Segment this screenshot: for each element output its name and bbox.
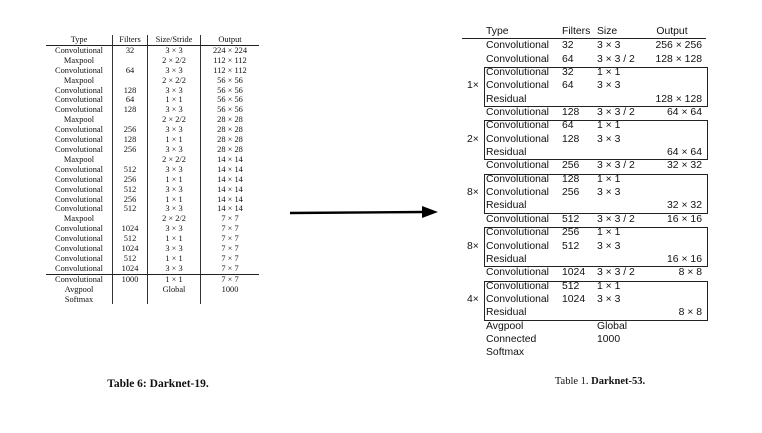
- table-row: [46, 214, 259, 224]
- cell-size-stride: 2 × 2/2: [148, 56, 201, 66]
- caption-name: Darknet-19.: [149, 378, 209, 390]
- cell-filters: 64: [113, 95, 148, 105]
- table-row: [46, 165, 259, 175]
- darknet53-caption: [500, 376, 700, 387]
- cell-size-stride: 3 × 3: [148, 66, 201, 76]
- cell-output: 28 × 28: [217, 135, 243, 145]
- caption-prefix: Table 1.: [554, 376, 592, 387]
- cell-type: Convolutional: [46, 66, 113, 76]
- cell-type: Convolutional: [46, 125, 113, 135]
- table-row: [46, 155, 259, 165]
- table-row: [46, 295, 259, 305]
- cell-filters: 32: [562, 67, 574, 79]
- cell-type: Convolutional: [486, 107, 549, 119]
- cell-output: 7 × 7: [221, 224, 239, 234]
- cell-size: 3 × 3 / 2: [597, 267, 635, 279]
- table-row: [46, 185, 259, 195]
- cell-filters: 256: [113, 175, 148, 185]
- cell-output: 1000: [221, 284, 239, 294]
- cell-output: 7 × 7: [221, 244, 239, 254]
- darknet53-table: [462, 25, 706, 360]
- table-row: [46, 45, 259, 55]
- cell-type: Convolutional: [46, 105, 113, 115]
- cell-size-stride: 3 × 3: [148, 125, 201, 135]
- caption-prefix: Table 6:: [107, 378, 150, 390]
- cell-type: Convolutional: [46, 95, 113, 105]
- cell-output: 64 × 64: [667, 147, 702, 159]
- cell-type: Convolutional: [486, 120, 549, 132]
- cell-filters: 64: [562, 80, 574, 92]
- table-row: [46, 195, 259, 205]
- cell-filters: 256: [562, 160, 580, 172]
- cell-type: Convolutional: [486, 267, 549, 279]
- cell-type: Convolutional: [486, 173, 549, 185]
- table-row: [46, 264, 259, 274]
- cell-type: Convolutional: [486, 240, 549, 252]
- cell-size-stride: 2 × 2/2: [148, 115, 201, 125]
- cell-size-stride: 2 × 2/2: [148, 155, 201, 165]
- cell-output: 128 × 128: [655, 93, 702, 105]
- cell-type: Convolutional: [46, 274, 113, 284]
- cell-size-stride: 3 × 3: [148, 145, 201, 155]
- cell-type: Connected: [486, 333, 537, 345]
- cell-output: 224 × 224: [212, 45, 248, 55]
- cell-output: 16 × 16: [667, 253, 702, 265]
- cell-output: 64 × 64: [667, 107, 702, 119]
- cell-type: Convolutional: [46, 86, 113, 96]
- cell-filters: [113, 214, 148, 224]
- table-row: [462, 39, 706, 52]
- cell-size-stride: 2 × 2/2: [148, 76, 201, 86]
- cell-filters: 128: [113, 86, 148, 96]
- table-row: [46, 285, 259, 295]
- cell-type: Convolutional: [486, 53, 549, 65]
- cell-size: 1 × 1: [597, 120, 621, 132]
- cell-size: 3 × 3 / 2: [597, 53, 635, 65]
- cell-output: 256 × 256: [655, 40, 702, 52]
- table-row: [46, 56, 259, 66]
- table-row: [46, 135, 259, 145]
- table-row: [462, 159, 706, 172]
- cell-size: 3 × 3 / 2: [597, 107, 635, 119]
- cell-type: Convolutional: [486, 80, 549, 92]
- cell-output: 7 × 7: [201, 274, 260, 284]
- cell-filters: [113, 56, 148, 66]
- cell-filters: 512: [113, 254, 148, 264]
- cell-size: 3 × 3: [597, 40, 621, 52]
- table-row: [46, 234, 259, 244]
- cell-filters: [113, 115, 148, 125]
- cell-type: Convolutional: [46, 254, 113, 264]
- cell-filters: 1000: [113, 274, 148, 284]
- header-filters: Filters: [562, 26, 591, 37]
- cell-type: Convolutional: [46, 45, 113, 55]
- cell-type: Maxpool: [46, 56, 113, 66]
- cell-type: Convolutional: [46, 165, 113, 175]
- cell-filters: 64: [562, 120, 574, 132]
- cell-output: 128 × 128: [655, 53, 702, 65]
- cell-size-stride: 1 × 1: [148, 195, 201, 205]
- cell-type: Convolutional: [486, 160, 549, 172]
- cell-filters: 1024: [113, 264, 148, 274]
- cell-output: 7 × 7: [221, 253, 239, 263]
- cell-type: Residual: [486, 307, 527, 319]
- cell-size-stride: 3 × 3: [148, 165, 201, 175]
- cell-output: 28 × 28: [217, 125, 243, 135]
- table-row: [46, 204, 259, 214]
- repeat-multiplier: 1×: [467, 80, 479, 92]
- cell-filters: 128: [562, 107, 580, 119]
- cell-filters: 1024: [113, 244, 148, 254]
- cell-output: 28 × 28: [217, 115, 243, 125]
- cell-type: Convolutional: [486, 187, 549, 199]
- table-header-row: [462, 25, 706, 39]
- cell-filters: 256: [562, 227, 580, 239]
- cell-size-stride: 3 × 3: [148, 264, 201, 274]
- repeat-multiplier: 8×: [467, 240, 479, 252]
- cell-type: Residual: [486, 147, 527, 159]
- cell-type: Avgpool: [486, 320, 524, 332]
- cell-type: Convolutional: [486, 133, 549, 145]
- residual-block-frame: [484, 67, 708, 107]
- cell-output: 7 × 7: [221, 214, 239, 224]
- cell-filters: 1024: [113, 224, 148, 234]
- cell-filters: 64: [562, 53, 574, 65]
- cell-size-stride: 1 × 1: [148, 274, 201, 284]
- cell-size: 3 × 3 / 2: [597, 213, 635, 225]
- cell-output: 56 × 56: [217, 95, 243, 105]
- header-size-stride: Size/Stride: [148, 35, 201, 45]
- cell-size: 1 × 1: [597, 173, 621, 185]
- cell-filters: 256: [113, 125, 148, 135]
- cell-filters: 256: [113, 195, 148, 205]
- cell-filters: 128: [113, 135, 148, 145]
- cell-filters: 1024: [562, 267, 586, 279]
- table-row: [462, 213, 706, 226]
- repeat-multiplier: 4×: [467, 293, 479, 305]
- cell-type: Convolutional: [486, 40, 549, 52]
- cell-output: 28 × 28: [217, 144, 243, 154]
- cell-filters: 512: [562, 213, 580, 225]
- residual-block-frame: [484, 227, 708, 267]
- cell-size-stride: 3 × 3: [148, 45, 201, 55]
- cell-filters: [113, 285, 148, 295]
- cell-size-stride: 1 × 1: [148, 95, 201, 105]
- cell-type: Convolutional: [486, 280, 549, 292]
- table-row: [462, 106, 706, 119]
- cell-type: Maxpool: [46, 115, 113, 125]
- cell-output: [201, 295, 260, 305]
- header-filters: Filters: [113, 35, 148, 45]
- cell-type: Convolutional: [46, 264, 113, 274]
- cell-type: Softmax: [486, 347, 525, 359]
- cell-filters: 512: [562, 240, 580, 252]
- cell-output: 8 × 8: [678, 267, 702, 279]
- cell-output: 14 × 14: [217, 154, 243, 164]
- cell-type: Convolutional: [46, 195, 113, 205]
- cell-filters: 256: [113, 145, 148, 155]
- cell-size-stride: 3 × 3: [148, 185, 201, 195]
- cell-size-stride: 1 × 1: [148, 234, 201, 244]
- cell-type: Avgpool: [46, 285, 113, 295]
- cell-type: Residual: [486, 200, 527, 212]
- cell-output: 14 × 14: [217, 194, 243, 204]
- cell-type: Convolutional: [46, 224, 113, 234]
- cell-type: Maxpool: [46, 214, 113, 224]
- darknet53-table-body: [462, 39, 706, 359]
- cell-size-stride: 1 × 1: [148, 254, 201, 264]
- cell-size-stride: 3 × 3: [148, 244, 201, 254]
- cell-output: 16 × 16: [667, 213, 702, 225]
- right-arrow-icon: [288, 203, 440, 221]
- cell-type: Residual: [486, 253, 527, 265]
- cell-size: 3 × 3: [597, 187, 621, 199]
- table-row: [462, 346, 706, 359]
- cell-size-stride: [148, 295, 201, 305]
- darknet19-caption: [0, 378, 316, 390]
- cell-output: 56 × 56: [217, 85, 243, 95]
- table-row: [46, 244, 259, 254]
- cell-filters: 512: [113, 165, 148, 175]
- table-header-row: [46, 35, 259, 45]
- cell-type: Convolutional: [46, 234, 113, 244]
- cell-filters: [113, 76, 148, 86]
- cell-size: 1 × 1: [597, 280, 621, 292]
- cell-filters: 128: [113, 105, 148, 115]
- header-type: Type: [486, 26, 509, 37]
- cell-size: Global: [597, 320, 628, 332]
- cell-output: 7 × 7: [221, 263, 239, 273]
- cell-filters: 64: [113, 66, 148, 76]
- table-row: [46, 145, 259, 155]
- cell-size-stride: 1 × 1: [148, 135, 201, 145]
- table-row: [46, 175, 259, 185]
- header-type: Type: [46, 35, 113, 45]
- cell-filters: [113, 295, 148, 305]
- table-row: [462, 53, 706, 66]
- cell-filters: 1024: [562, 293, 586, 305]
- table-row: [46, 95, 259, 105]
- cell-size-stride: 3 × 3: [148, 105, 201, 115]
- table-row: [46, 115, 259, 125]
- cell-output: 8 × 8: [678, 307, 702, 319]
- cell-output: 112 × 112: [213, 55, 247, 65]
- table-row: [46, 86, 259, 96]
- table-row: [46, 105, 259, 115]
- cell-type: Maxpool: [46, 76, 113, 86]
- table-row: [46, 224, 259, 234]
- cell-size-stride: 1 × 1: [148, 175, 201, 185]
- cell-output: 7 × 7: [221, 234, 239, 244]
- header-size: Size: [597, 26, 618, 37]
- cell-filters: 32: [113, 45, 148, 55]
- header-output: Output: [656, 26, 688, 37]
- cell-output: 14 × 14: [217, 204, 243, 214]
- table-row: [46, 66, 259, 76]
- cell-size: 1 × 1: [597, 67, 621, 79]
- table-row: [46, 254, 259, 264]
- cell-size: 3 × 3: [597, 293, 621, 305]
- cell-type: Maxpool: [46, 155, 113, 165]
- cell-size: 3 × 3: [597, 80, 621, 92]
- cell-output: 112 × 112: [213, 65, 247, 75]
- cell-filters: 512: [113, 234, 148, 244]
- repeat-multiplier: 2×: [467, 133, 479, 145]
- darknet19-table-body: [46, 45, 259, 304]
- darknet19-table: [46, 35, 259, 304]
- cell-size-stride: 3 × 3: [148, 224, 201, 234]
- cell-type: Convolutional: [46, 135, 113, 145]
- cell-output: 56 × 56: [217, 105, 243, 115]
- cell-output: 14 × 14: [217, 174, 243, 184]
- cell-type: Softmax: [46, 295, 113, 305]
- cell-size-stride: Global: [148, 285, 201, 295]
- cell-filters: 512: [562, 280, 580, 292]
- table-row: [46, 125, 259, 135]
- cell-size-stride: 2 × 2/2: [148, 214, 201, 224]
- cell-output: 14 × 14: [217, 164, 243, 174]
- table-row: [462, 266, 706, 279]
- cell-output: 14 × 14: [217, 184, 243, 194]
- cell-filters: 128: [562, 133, 580, 145]
- cell-filters: 128: [562, 173, 580, 185]
- table-row: [46, 76, 259, 86]
- cell-size: 3 × 3: [597, 133, 621, 145]
- header-output: Output: [201, 35, 260, 45]
- cell-size: 3 × 3 / 2: [597, 160, 635, 172]
- table-row: [462, 333, 706, 346]
- cell-size: 1000: [597, 333, 621, 345]
- cell-type: Convolutional: [486, 213, 549, 225]
- cell-filters: 512: [113, 185, 148, 195]
- caption-name: Darknet-53.: [591, 376, 646, 387]
- cell-type: Residual: [486, 93, 527, 105]
- residual-block-frame: [484, 174, 708, 214]
- cell-size-stride: 3 × 3: [148, 86, 201, 96]
- cell-output: 32 × 32: [667, 160, 702, 172]
- cell-type: Convolutional: [486, 293, 549, 305]
- cell-filters: 256: [562, 187, 580, 199]
- table-row: [46, 274, 259, 284]
- table-row: [462, 320, 706, 333]
- cell-type: Convolutional: [46, 204, 113, 214]
- cell-type: Convolutional: [46, 145, 113, 155]
- cell-size: 3 × 3: [597, 240, 621, 252]
- cell-type: Convolutional: [486, 67, 549, 79]
- cell-type: Convolutional: [486, 227, 549, 239]
- cell-size: 1 × 1: [597, 227, 621, 239]
- repeat-multiplier: 8×: [467, 187, 479, 199]
- cell-filters: [113, 155, 148, 165]
- cell-filters: 32: [562, 40, 574, 52]
- cell-type: Convolutional: [46, 185, 113, 195]
- cell-output: 32 × 32: [667, 200, 702, 212]
- cell-size-stride: 3 × 3: [148, 204, 201, 214]
- cell-filters: 512: [113, 204, 148, 214]
- cell-type: Convolutional: [46, 244, 113, 254]
- cell-type: Convolutional: [46, 175, 113, 185]
- cell-output: 56 × 56: [217, 75, 243, 85]
- residual-block-frame: [484, 120, 708, 160]
- residual-block-frame: [484, 281, 708, 321]
